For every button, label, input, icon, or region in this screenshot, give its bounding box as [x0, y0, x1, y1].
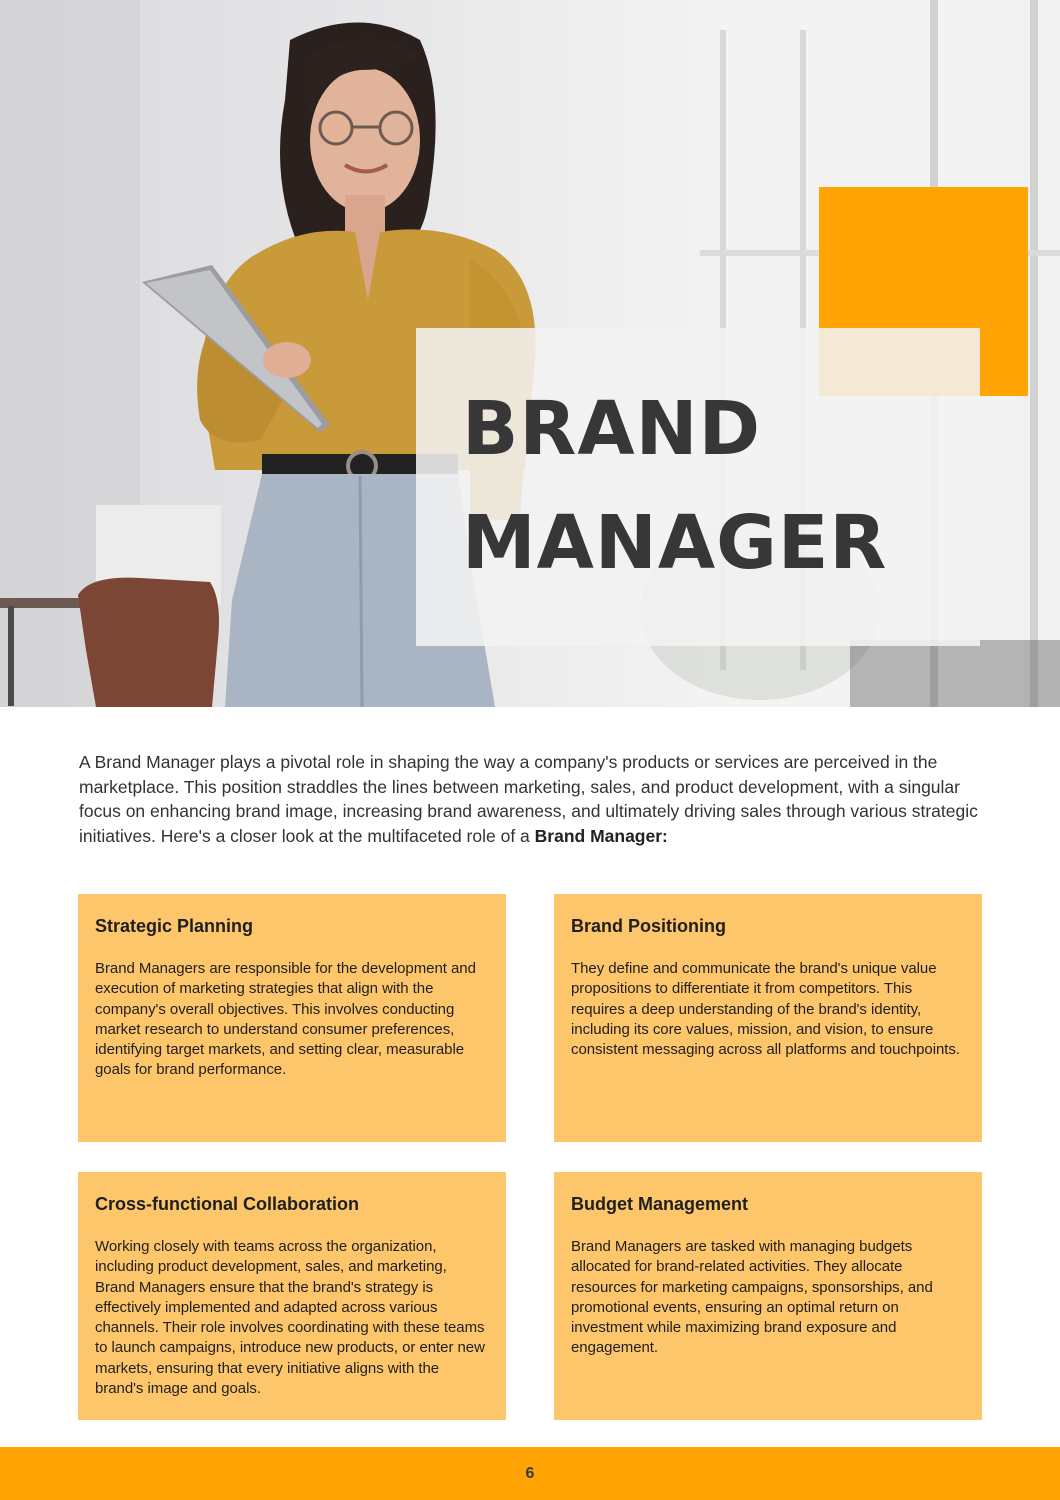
card-title: Brand Positioning: [571, 916, 726, 936]
card-title: Strategic Planning: [95, 916, 254, 936]
intro-emphasis: Brand Manager:: [534, 825, 668, 846]
page-title-line-2: MANAGER: [462, 500, 888, 586]
card-body: Brand Managers are responsible for the development and execution of marketing strategies that align with the company's overall objectives. This involves conducting market research to understand consumer preferences, identifying target markets, and setting clear, measurable goals for brand performance.: [95, 960, 476, 1079]
card-body: Brand Managers are tasked with managing budgets allocated for brand-related activities. They allocate resources for marketing campaigns, sponsorships, and promotional events, ensuring an optimal return on investment while maximizing brand exposure and engagement.: [571, 1238, 933, 1357]
hero-banner: [0, 0, 1060, 707]
card-budget-management: [554, 1172, 982, 1420]
card-cross-functional-collaboration: [78, 1172, 506, 1420]
card-body: Working closely with teams across the organization, including product development, sales, and marketing, Brand Managers ensure that the brand's strategy is effectively implemented and adapted across various channels. Their role involves coordinating with these teams to launch campaigns, introduce new products, or enter new markets, ensuring that every initiative aligns with the brand's image and goals.: [95, 1238, 485, 1398]
card-title: Cross-functional Collaboration: [95, 1194, 360, 1214]
card-body: They define and communicate the brand's unique value propositions to differentiate it from competitors. This requires a deep understanding of the brand's identity, including its core values, mission, and vision, to ensure consistent messaging across all platforms and touchpoints.: [571, 960, 960, 1059]
card-brand-positioning: [554, 894, 982, 1142]
page-title-line-1: BRAND: [462, 386, 762, 472]
page-number: 6: [525, 1464, 535, 1482]
card-title: Budget Management: [571, 1194, 749, 1214]
footer-bar: [0, 1447, 1060, 1500]
intro-paragraph: [79, 750, 984, 848]
card-strategic-planning: [78, 894, 506, 1142]
title-panel: [416, 328, 980, 646]
intro-text: A Brand Manager plays a pivotal role in shaping the way a company's products or services are perceived in the marketplace. This position straddles the lines between marketing, sales, and product development, with a singular focus on enhancing brand image, increasing brand awareness, and ultimately driving sales through various strategic initiatives. Here's a closer look at the multifaceted role of a: [79, 752, 978, 846]
